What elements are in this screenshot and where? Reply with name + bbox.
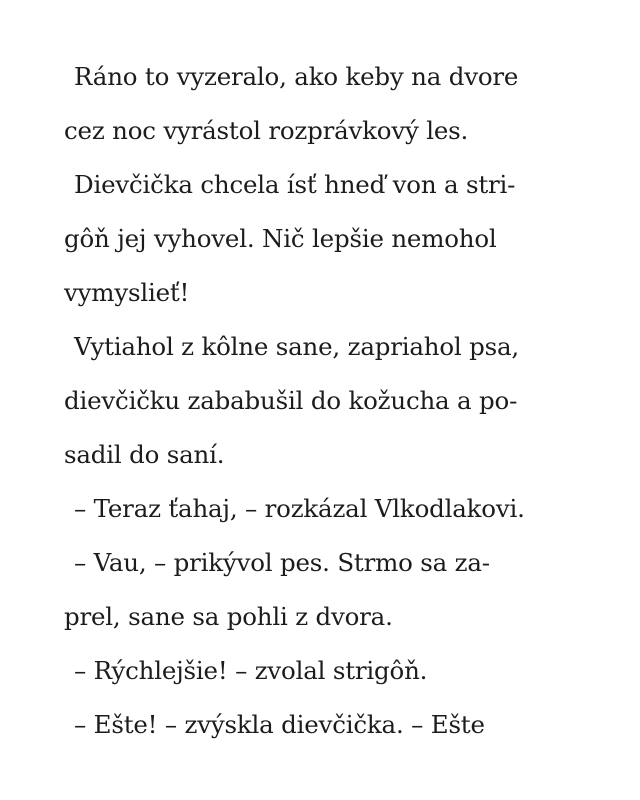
text-line: Ráno to vyzeralo, ako keby na dvore bbox=[74, 62, 519, 91]
text-line: Dievčička chcela ísť hneď von a stri- bbox=[74, 170, 516, 199]
text-line: sadil do saní. bbox=[64, 440, 225, 469]
story-text bbox=[64, 58, 584, 760]
text-line: – Ešte! – zvýskla dievčička. – Ešte bbox=[74, 710, 485, 739]
text-line: prel, sane sa pohli z dvora. bbox=[64, 602, 393, 631]
text-line: vymyslieť! bbox=[64, 278, 190, 307]
text-line: dievčičku zababušil do kožucha a po- bbox=[64, 386, 518, 415]
text-line: – Teraz ťahaj, – rozkázal Vlkodlakovi. bbox=[74, 494, 525, 523]
text-line: Vytiahol z kôlne sane, zapriahol psa, bbox=[74, 332, 519, 361]
text-line: gôň jej vyhovel. Nič lepšie nemohol bbox=[64, 224, 497, 253]
text-line: – Vau, – prikývol pes. Strmo sa za- bbox=[74, 548, 490, 577]
text-line: – Rýchlejšie! – zvolal strigôň. bbox=[74, 656, 428, 685]
text-line: cez noc vyrástol rozprávkový les. bbox=[64, 116, 469, 145]
